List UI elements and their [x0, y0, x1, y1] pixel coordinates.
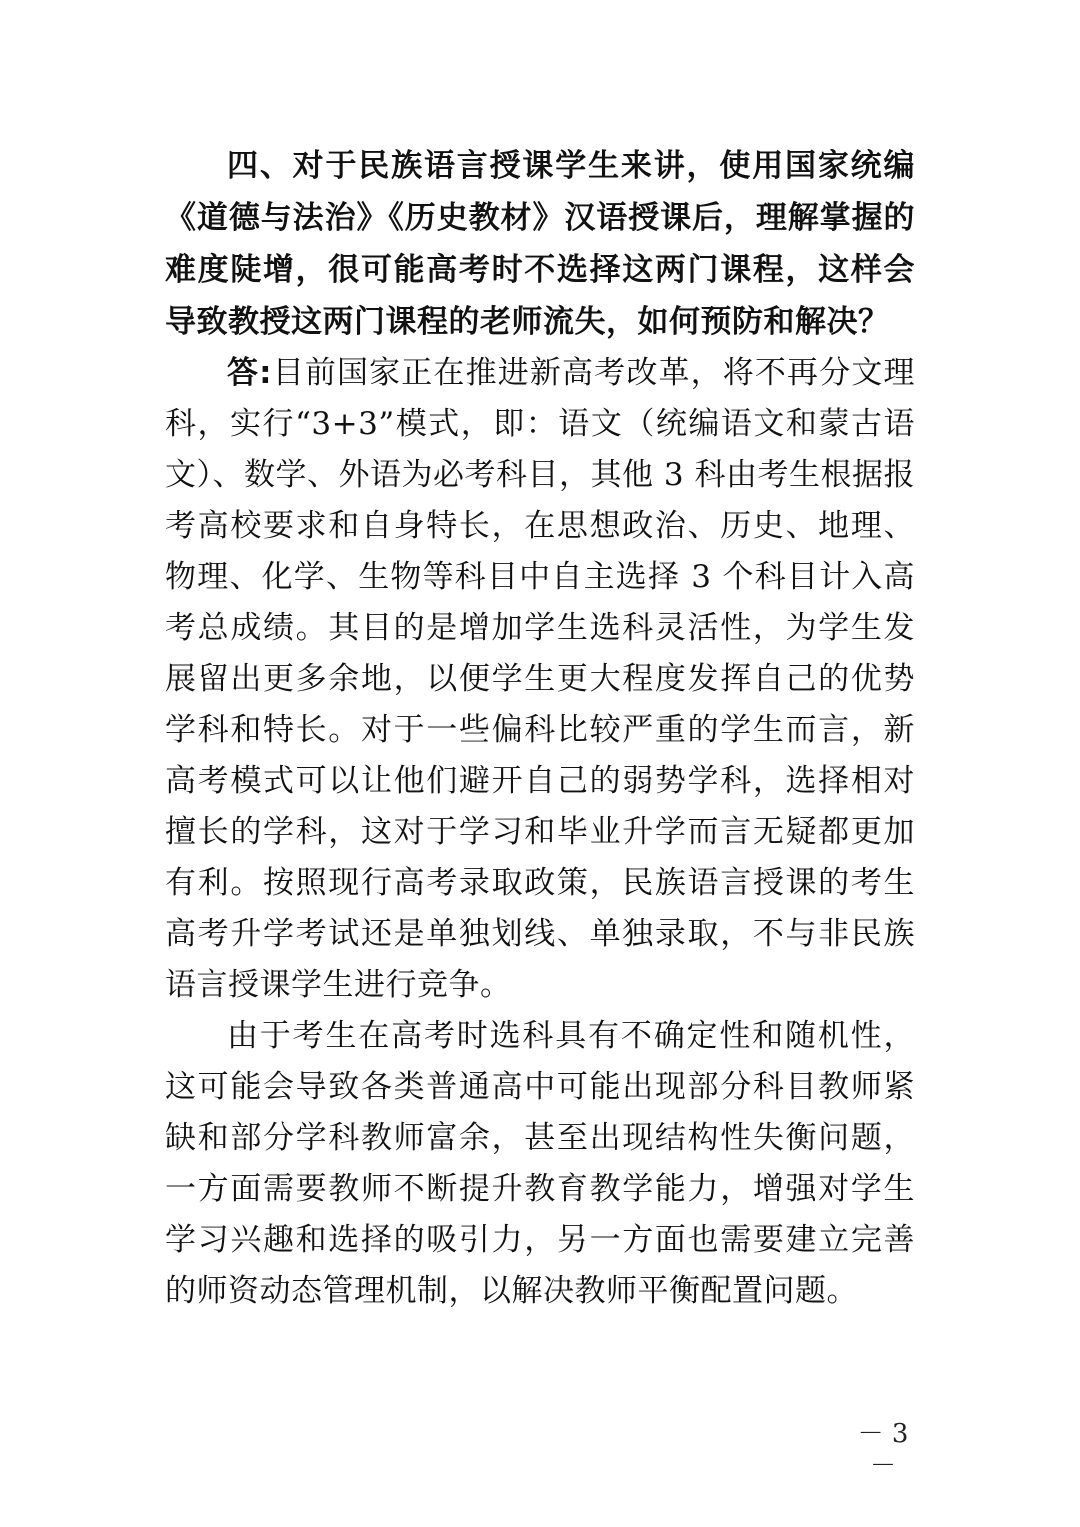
- page-number: － 3 －: [857, 1419, 909, 1481]
- answer-paragraph: [165, 348, 915, 1011]
- body-paragraph: 由于考生在高考时选科具有不确定性和随机性，这可能会导致各类普通高中可能出现部分科目教师紧缺和部分学科教师富余，甚至出现结构性失衡问题，一方面需要教师不断提升教育教学能力，增强对学生学习兴趣和选择的吸引力，另一方面也需要建立完善的师资动态管理机制，以解决教师平衡配置问题。: [165, 1018, 915, 1309]
- document-body: [165, 140, 915, 1317]
- question-paragraph: 四、对于民族语言授课学生来讲，使用国家统编《道德与法治》《历史教材》汉语授课后，理解掌握的难度陡增，很可能高考时不选择这两门课程，这样会导致教授这两门课程的老师流失，如何预防和解决？: [165, 148, 915, 340]
- answer-label: 答:: [227, 355, 273, 391]
- answer-text: 目前国家正在推进新高考改革，将不再分文理科，实行“3+3”模式，即：语文（统编语文和蒙古语文）、数学、外语为必考科目，其他 3 科由考生根据报考高校要求和自身特长，在思想政治、历史、地理、物理、化学、生物等科目中自主选择 3 个科目计入高考总成绩。其目的是增加学生选科灵活性，为学生发展留出更多余地，以便学生更大程度发挥自己的优势学科和特长。对于一些偏科比较严重的学生而言，新高考模式可以让他们避开自己的弱势学科，选择相对擅长的学科，这对于学习和毕业升学而言无疑都更加有利。按照现行高考录取政策，民族语言授课的考生高考升学考试还是单独划线、单独录取，不与非民族语言授课学生进行竞争。: [165, 355, 915, 1003]
